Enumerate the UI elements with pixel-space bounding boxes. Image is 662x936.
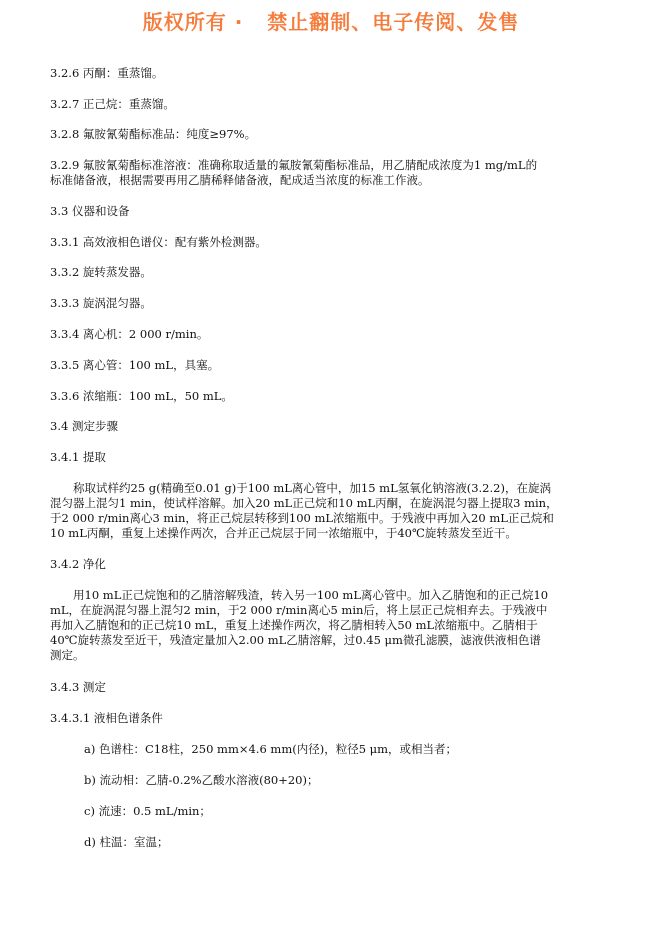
para-3-4-1-line-4: 10 mL丙酮，重复上述操作两次，合并正己烷层于同一浓缩瓶中，于40℃旋转蒸发至近干。: [50, 526, 517, 540]
section-3-4-1-heading: 3.4.1 提取: [50, 450, 106, 464]
condition-a: a) 色谱柱：C18柱，250 mm×4.6 mm(内径)，粒径5 μm，或相当者；: [84, 742, 458, 756]
condition-d: d) 柱温：室温；: [84, 835, 169, 849]
item-3-2-7: 3.2.7 正己烷：重蒸馏。: [50, 97, 175, 111]
para-3-4-1-line-2: 混匀器上混匀1 min，使试样溶解。加入20 mL正己烷和10 mL丙酮，在旋涡混匀器上提取3 min，: [50, 496, 558, 510]
para-3-4-1-line-1: 称取试样约25 g(精确至0.01 g)于100 mL离心管中，加15 mL氢氧化钠溶液(3.2.2)，在旋涡: [50, 481, 551, 495]
item-3-2-9-line-1: 3.2.9 氟胺氰菊酯标准溶液：准确称取适量的氟胺氰菊酯标准品，用乙腈配成浓度为1 mg/mL的: [50, 158, 538, 172]
item-3-3-3: 3.3.3 旋涡混匀器。: [50, 296, 152, 310]
para-3-4-2-line-2: mL，在旋涡混匀器上混匀2 min，于2 000 r/min离心5 min后，将上层正己烷相弃去。于残液中: [50, 603, 548, 617]
section-3-4-2-heading: 3.4.2 净化: [50, 557, 106, 571]
section-3-4-heading: 3.4 测定步骤: [50, 419, 118, 433]
para-3-4-2-line-1: 用10 mL正己烷饱和的乙腈溶解残渣，转入另一100 mL离心管中。加入乙腈饱和的正己烷10: [50, 588, 549, 602]
item-3-2-6: 3.2.6 丙酮：重蒸馏。: [50, 66, 164, 80]
para-3-4-2-line-5: 测定。: [50, 648, 85, 662]
item-3-3-4: 3.3.4 离心机：2 000 r/min。: [50, 327, 209, 341]
condition-b: b) 流动相：乙腈-0.2%乙酸水溶液(80+20)；: [84, 773, 319, 787]
copyright-banner: 版权所有 · 禁止翻制、电子传阅、发售: [142, 10, 520, 34]
item-3-2-8: 3.2.8 氟胺氰菊酯标准品：纯度≥97%。: [50, 127, 257, 141]
section-3-4-3-heading: 3.4.3 测定: [50, 680, 106, 694]
item-3-3-5: 3.3.5 离心管：100 mL，具塞。: [50, 358, 220, 372]
item-3-3-6: 3.3.6 浓缩瓶：100 mL，50 mL。: [50, 389, 233, 403]
section-3-4-3-1-heading: 3.4.3.1 液相色谱条件: [50, 711, 163, 725]
para-3-4-2-line-3: 再加入乙腈饱和的正己烷10 mL，重复上述操作两次，将乙腈相转入50 mL浓缩瓶中。乙腈相于: [50, 618, 538, 632]
section-3-3-heading: 3.3 仪器和设备: [50, 204, 130, 218]
item-3-2-9-line-2: 标准储备液，根据需要再用乙腈稀释储备液，配成适当浓度的标准工作液。: [50, 173, 430, 187]
item-3-3-2: 3.3.2 旋转蒸发器。: [50, 265, 152, 279]
condition-c: c) 流速：0.5 mL/min；: [84, 804, 211, 818]
item-3-3-1: 3.3.1 高效液相色谱仪：配有紫外检测器。: [50, 235, 267, 249]
para-3-4-2-line-4: 40℃旋转蒸发至近干，残渣定量加入2.00 mL乙腈溶解，过0.45 μm微孔滤膜，滤液供液相色谱: [50, 633, 541, 647]
para-3-4-1-line-3: 于2 000 r/min离心3 min，将正己烷层转移到100 mL浓缩瓶中。于残液中再加入20 mL正己烷和: [50, 511, 554, 525]
